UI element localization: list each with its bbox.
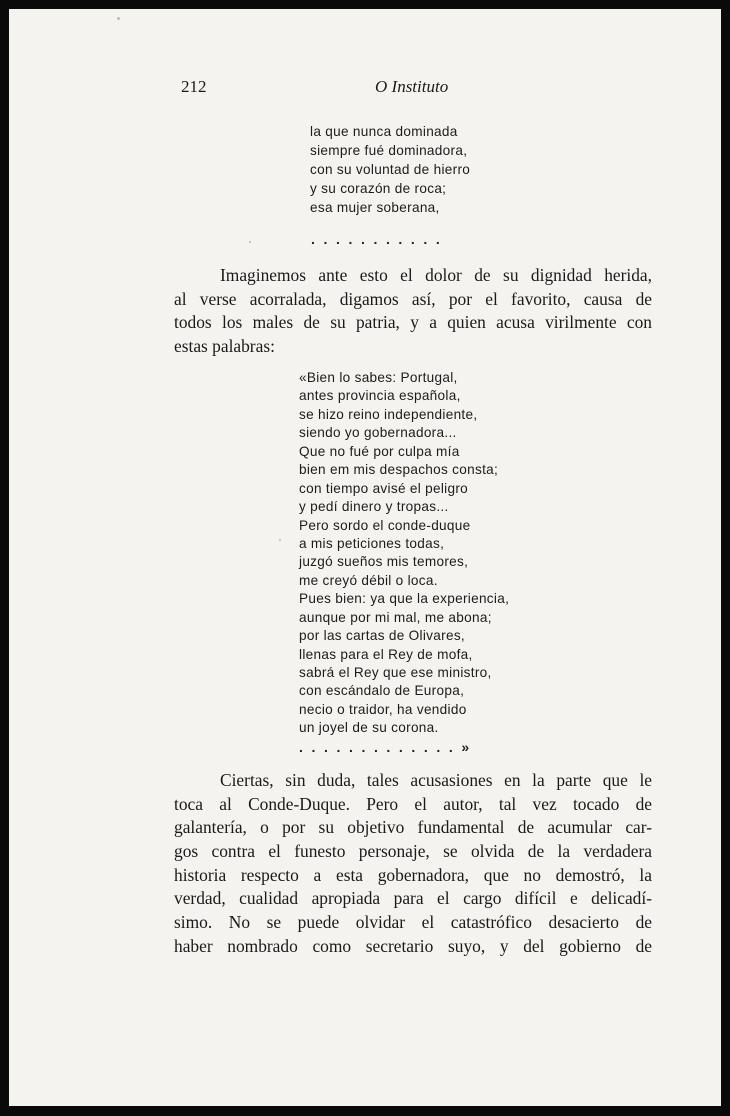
verse-line: esa mujer soberana,	[310, 200, 440, 216]
paragraph-line: simo. No se puede olvidar el catastrófico desacierto de	[174, 912, 652, 933]
paragraph-line: historia respecto a esta gobernadora, que no demostró, la	[174, 864, 652, 885]
verse-line: necio o traidor, ha vendido	[299, 701, 467, 717]
verse-line: un joyel de su corona.	[299, 720, 439, 736]
verse-line: a mis peticiones todas,	[299, 535, 445, 551]
page-number: 212	[181, 77, 207, 96]
verse-stanza-1	[310, 122, 470, 217]
verse-line: sabrá el Rey que ese ministro,	[299, 665, 492, 680]
verse-line: la que nunca dominada	[310, 124, 458, 139]
paragraph-line: al verse acorralada, digamos así, por el favorito, causa de	[174, 288, 652, 309]
verse-line: con escándalo de Europa,	[299, 683, 465, 699]
paragraph-line: Imaginemos ante esto el dolor de su dignidad herida,	[220, 265, 652, 285]
verse-line: Pues bien: ya que la experiencia,	[299, 591, 510, 607]
paragraph-line: galantería, o por su objetivo fundamental de acumular car-	[174, 817, 652, 838]
verse-line: juzgó sueños mis temores,	[299, 554, 469, 570]
verse-line: con su voluntad de hierro	[310, 162, 471, 178]
verse-line: me creyó débil o loca.	[299, 572, 438, 588]
verse-line: antes provincia española,	[299, 388, 461, 404]
ellipsis-row: .............»	[299, 739, 478, 755]
paragraph-line: Ciertas, sin duda, tales acusasiones en la parte que le	[220, 770, 652, 790]
verse-line: con tiempo avisé el peligro	[299, 480, 469, 496]
paragraph-line: estas palabras:	[174, 336, 275, 357]
verse-line: se hizo reino independiente,	[299, 406, 478, 422]
page-header	[9, 77, 721, 101]
paragraph-2	[174, 769, 652, 959]
paragraph-line: gos contra el funesto personaje, se olvida de la verdadera	[174, 841, 652, 862]
paragraph-line: verdad, cualidad apropiada para el cargo difícil e delicadí-	[174, 888, 652, 909]
verse-stanza-2	[299, 369, 509, 738]
verse-line: por las cartas de Olivares,	[299, 628, 466, 644]
verse-line: llenas para el Rey de mofa,	[299, 646, 473, 662]
verse-line: bien em mis despachos consta;	[299, 462, 499, 478]
verse-line: Que no fué por culpa mía	[299, 443, 460, 459]
verse-line: aunque por mi mal, me abona;	[299, 609, 492, 625]
verse-line: Pero sordo el conde-duque	[299, 517, 471, 533]
ellipsis-row: ...........	[311, 231, 449, 247]
paragraph-line: haber nombrado como secretario suyo, y del gobierno de	[174, 935, 652, 956]
paper-speck	[117, 17, 120, 20]
verse-line: siempre fué dominadora,	[310, 143, 468, 159]
running-title: O Instituto	[375, 77, 449, 96]
paragraph-1	[174, 264, 652, 359]
paper-speck	[279, 539, 281, 541]
paper-speck	[249, 241, 251, 243]
book-page	[9, 9, 721, 1106]
verse-line: siendo yo gobernadora...	[299, 425, 457, 441]
verse-line: y pedí dinero y tropas...	[299, 499, 449, 515]
verse-line: «Bien lo sabes: Portugal,	[299, 370, 458, 385]
paragraph-line: todos los males de su patria, y a quien acusa virilmente con	[174, 312, 652, 333]
verse-line: y su corazón de roca;	[310, 181, 447, 197]
paragraph-line: toca al Conde-Duque. Pero el autor, tal vez tocado de	[174, 793, 652, 814]
